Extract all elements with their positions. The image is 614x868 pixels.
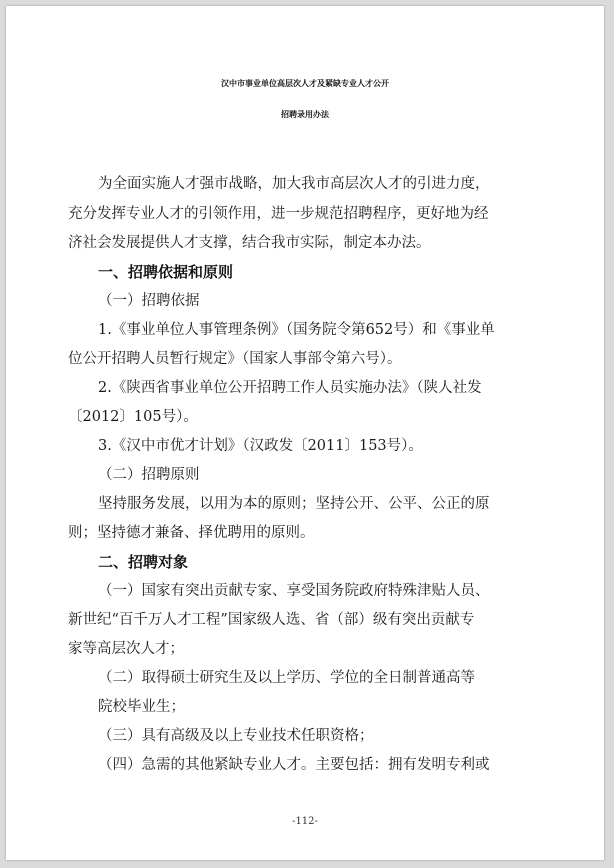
subsection-heading-basis: （一）招聘依据 [98, 293, 200, 309]
principles-line-2: 则；坚持德才兼备、择优聘用的原则。 [68, 525, 315, 541]
intro-line-1: 为全面实施人才强市战略，加大我市高层次人才的引进力度， [98, 176, 490, 192]
section-heading-1: 一、招聘依据和原则 [98, 263, 234, 281]
document-title-line-1: 汉中市事业单位高层次人才及紧缺专业人才公开 [221, 79, 389, 88]
target-item-3: （三）具有高级及以上专业技术任职资格； [98, 728, 374, 744]
target-item-2-line-1: （二）取得硕士研究生及以上学历、学位的全日制普通高等 [98, 670, 475, 686]
page-number: -112- [292, 816, 318, 827]
basis-item-1-line-1: 1.《事业单位人事管理条例》（国务院令第652号）和《事业单 [98, 322, 495, 338]
basis-item-1-line-2: 位公开招聘人员暂行规定》（国家人事部令第六号）。 [68, 351, 402, 367]
target-item-1-line-2: 新世纪“百千万人才工程”国家级人选、省（部）级有突出贡献专 [68, 612, 475, 628]
target-item-1-line-1: （一）国家有突出贡献专家、享受国务院政府特殊津贴人员、 [98, 583, 490, 599]
section-heading-2: 二、招聘对象 [98, 553, 189, 571]
target-item-2-line-2: 院校毕业生； [98, 699, 185, 715]
target-item-1-line-3: 家等高层次人才； [68, 641, 184, 657]
subsection-heading-principles: （二）招聘原则 [98, 467, 200, 483]
basis-item-2-line-1: 2.《陕西省事业单位公开招聘工作人员实施办法》（陕人社发 [98, 380, 482, 396]
target-item-4-line-1: （四）急需的其他紧缺专业人才。主要包括：拥有发明专利或 [98, 757, 490, 773]
intro-line-2: 充分发挥专业人才的引领作用，进一步规范招聘程序，更好地为经 [68, 206, 489, 222]
basis-item-3: 3.《汉中市优才计划》（汉政发〔2011〕153号）。 [98, 438, 423, 454]
document-title-line-2: 招聘录用办法 [281, 110, 329, 119]
document-page [6, 6, 604, 860]
principles-line-1: 坚持服务发展，以用为本的原则；坚持公开、公平、公正的原 [98, 496, 490, 512]
basis-item-2-line-2: 〔2012〕105号）。 [68, 409, 198, 425]
intro-line-3: 济社会发展提供人才支撑，结合我市实际，制定本办法。 [68, 235, 431, 251]
